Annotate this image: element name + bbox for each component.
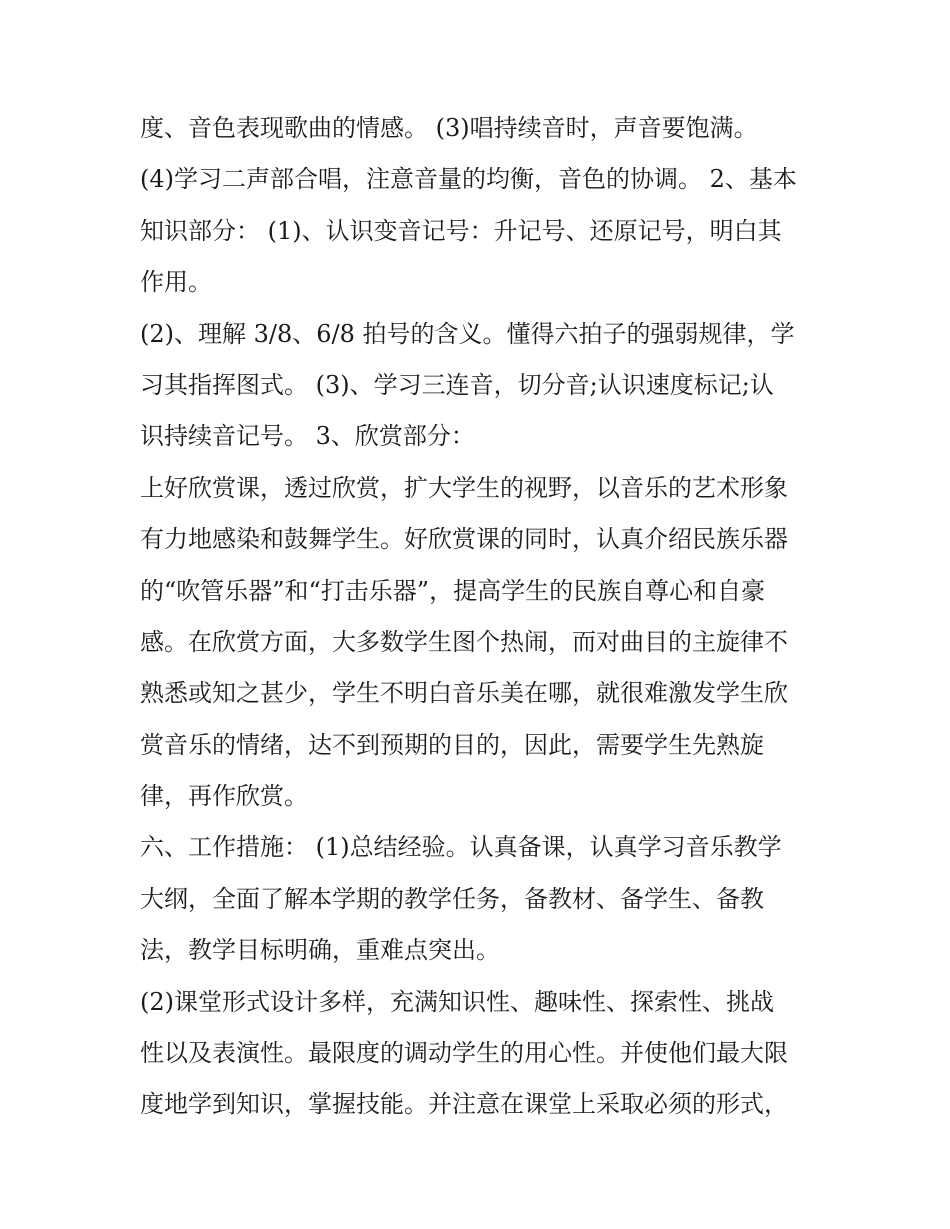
text-line: 度地学到知识，掌握技能。并注意在课堂上采取必须的形式， [140, 1090, 788, 1119]
text-line: 度、音色表现歌曲的情感。 (3)唱持续音时，声音要饱满。 [140, 114, 758, 142]
text-line: 六、工作措施： (1)总结经验。认真备课，认真学习音乐教学 [140, 833, 782, 862]
text-line: (2)、理解 3/8、6/8 拍号的含义。懂得六拍子的强弱规律，学 [140, 319, 795, 348]
text-line: (4)学习二声部合唱，注意音量的均衡，音色的协调。 2、基本 [140, 165, 797, 194]
text-line: 的“吹管乐器”和“打击乐器”，提高学生的民族自尊心和自豪 [140, 576, 766, 605]
body-text [140, 103, 820, 1131]
text-line: 感。在欣赏方面，大多数学生图个热闹，而对曲目的主旋律不 [140, 627, 788, 656]
text-line: 熟悉或知之甚少，学生不明白音乐美在哪，就很难激发学生欣 [140, 679, 788, 708]
text-line: 习其指挥图式。 (3)、学习三连音，切分音;认识速度标记;认 [140, 370, 774, 399]
text-line: 知识部分： (1)、认识变音记号：升记号、还原记号，明白其 [140, 216, 782, 245]
text-line: (2)课堂形式设计多样，充满知识性、趣味性、探索性、挑战 [140, 987, 774, 1016]
text-line: 赏音乐的情绪，达不到预期的目的，因此，需要学生先熟旋 [140, 730, 764, 759]
text-line: 大纲，全面了解本学期的教学任务，备教材、备学生、备教 [140, 884, 764, 913]
text-line: 上好欣赏课，透过欣赏，扩大学生的视野，以音乐的艺术形象 [140, 473, 788, 502]
text-line: 作用。 [140, 268, 212, 297]
text-line: 法，教学目标明确，重难点突出。 [140, 936, 500, 965]
text-line: 有力地感染和鼓舞学生。好欣赏课的同时，认真介绍民族乐器 [140, 525, 788, 554]
text-line: 律，再作欣赏。 [140, 782, 308, 811]
text-line: 性以及表演性。最限度的调动学生的用心性。并使他们最大限 [140, 1039, 788, 1068]
text-line: 识持续音记号。 3、欣赏部分： [140, 422, 475, 451]
